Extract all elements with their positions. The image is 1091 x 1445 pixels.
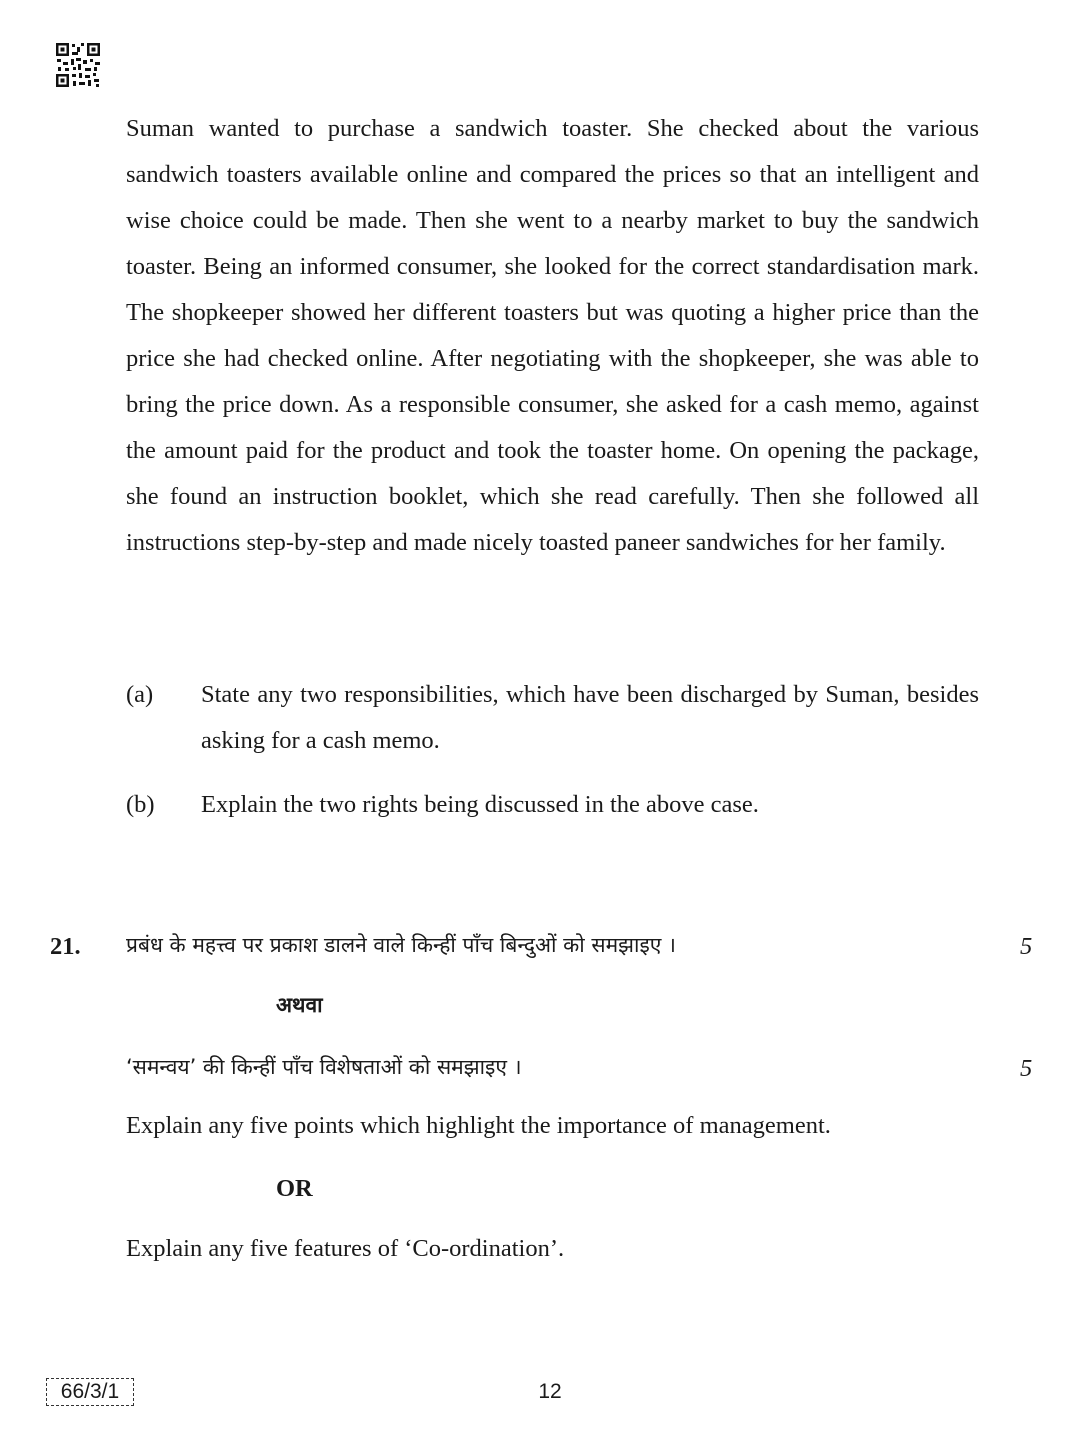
sub-question-label: (b) [126, 791, 155, 818]
sub-question-b [126, 782, 979, 828]
case-study-passage: Suman wanted to purchase a sandwich toaster. She checked about the various sandwich toasters available online and compared the prices so that an intelligent and wise choice could be made. Then she went to a nearby market to buy the sandwich toaster. Being an informed consumer, she looked for the correct standardisation mark. The shopkeeper showed her different toasters but was quoting a higher price than the price she had checked online. After negotiating with the shopkeeper, she was able to bring the price down. As a responsible consumer, she asked for a cash memo, against the amount paid for the product and took the toaster home. On opening the package, she found an instruction booklet, which she read carefully. Then she followed all instructions step-by-step and made nicely toasted paneer sandwiches for her family. [126, 115, 979, 556]
hindi-or-label: अथवा [276, 993, 323, 1017]
qr-code-icon [55, 42, 101, 88]
sub-question-a [126, 672, 979, 764]
marks-1: 5 [1020, 933, 1033, 960]
question-number: 21. [50, 933, 81, 960]
marks-2: 5 [1020, 1055, 1033, 1082]
page-number: 12 [538, 1380, 562, 1403]
hindi-question-1: प्रबंध के महत्त्व पर प्रकाश डालने वाले किन्हीं पाँच बिन्दुओं को समझाइए । [126, 933, 676, 957]
paper-code: 66/3/1 [46, 1378, 134, 1406]
sub-question-text: Explain the two rights being discussed in the above case. [201, 791, 759, 818]
english-question-1: Explain any five points which highlight the importance of management. [126, 1112, 831, 1139]
sub-question-text: State any two responsibilities, which have been discharged by Suman, besides asking for a cash memo. [201, 681, 979, 754]
english-or-label: OR [276, 1175, 313, 1202]
sub-question-label: (a) [126, 681, 154, 708]
hindi-question-2: ‘समन्वय’ की किन्हीं पाँच विशेषताओं को समझाइए । [126, 1055, 522, 1079]
english-question-2: Explain any five features of ‘Co-ordination’. [126, 1235, 565, 1262]
